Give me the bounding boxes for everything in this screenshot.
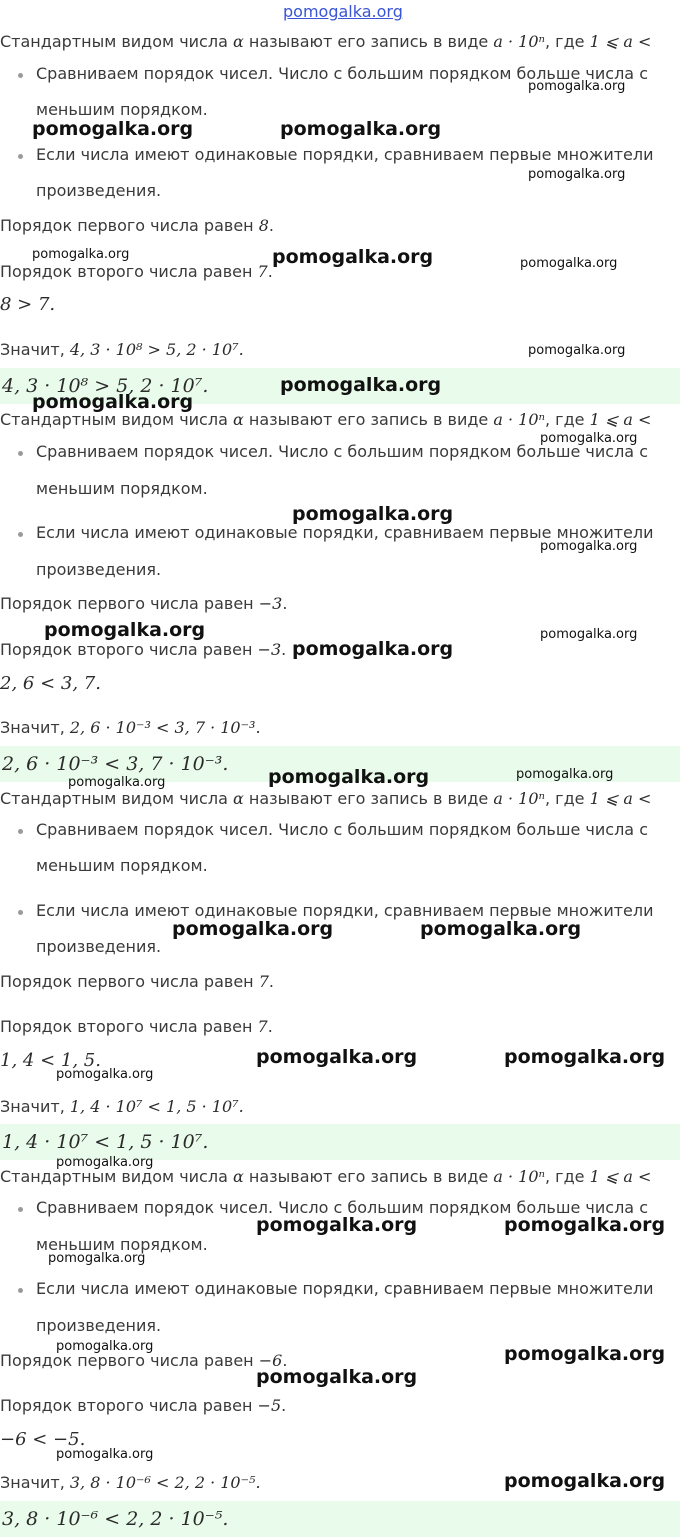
watermark: pomogalka.org	[540, 539, 638, 554]
watermark: pomogalka.org	[32, 247, 130, 262]
bullet-text: произведения.	[36, 181, 162, 200]
watermark: pomogalka.org	[504, 1214, 666, 1236]
bullet-text: меньшим порядком.	[36, 100, 208, 119]
watermark: pomogalka.org	[68, 775, 166, 790]
watermark: pomogalka.org	[292, 638, 454, 660]
bullet-dot	[18, 154, 23, 159]
watermark: pomogalka.org	[32, 391, 194, 413]
order-first: Порядок первого числа равен −3.	[0, 594, 288, 613]
watermark: pomogalka.org	[256, 1366, 418, 1388]
bullet-text: Если числа имеют одинаковые порядки, сравниваем первые множители	[36, 901, 654, 920]
watermark: pomogalka.org	[44, 619, 206, 641]
order-first: Порядок первого числа равен 8.	[0, 216, 274, 235]
answer-text: 2, 6 · 10⁻³ < 3, 7 · 10⁻³.	[2, 753, 229, 775]
watermark: pomogalka.org	[256, 1046, 418, 1068]
order-first: Порядок первого числа равен −6.	[0, 1351, 288, 1370]
conclusion: Значит, 2, 6 · 10⁻³ < 3, 7 · 10⁻³.	[0, 718, 261, 737]
watermark: pomogalka.org	[528, 167, 626, 182]
bullet-text: меньшим порядком.	[36, 856, 208, 875]
bullet-text: Сравниваем порядок чисел. Число с большим порядком больше числа с	[36, 64, 648, 83]
watermark: pomogalka.org	[528, 79, 626, 94]
bullet-text: Если числа имеют одинаковые порядки, сравниваем первые множители	[36, 145, 654, 164]
watermark: pomogalka.org	[516, 767, 614, 782]
answer-text: 4, 3 · 10⁸ > 5, 2 · 10⁷.	[2, 375, 209, 397]
watermark: pomogalka.org	[272, 246, 434, 268]
watermark: pomogalka.org	[540, 431, 638, 446]
watermark: pomogalka.org	[504, 1046, 666, 1068]
watermark: pomogalka.org	[540, 627, 638, 642]
order-first: Порядок первого числа равен 7.	[0, 972, 274, 991]
bullet-text: произведения.	[36, 1316, 162, 1335]
bullet-text: меньшим порядком.	[36, 479, 208, 498]
watermark: pomogalka.org	[256, 1214, 418, 1236]
bullet-text: меньшим порядком.	[36, 1235, 208, 1254]
order-second: Порядок второго числа равен 7.	[0, 262, 273, 281]
watermark: pomogalka.org	[48, 1251, 146, 1266]
bullet-dot	[18, 451, 23, 456]
watermark: pomogalka.org	[268, 766, 430, 788]
watermark: pomogalka.org	[420, 918, 582, 940]
bullet-text: Сравниваем порядок чисел. Число с большим порядком больше числа с	[36, 1198, 648, 1217]
conclusion: Значит, 1, 4 · 10⁷ < 1, 5 · 10⁷.	[0, 1097, 244, 1116]
watermark: pomogalka.org	[504, 1343, 666, 1365]
conclusion: Значит, 3, 8 · 10⁻⁶ < 2, 2 · 10⁻⁵.	[0, 1473, 261, 1492]
watermark: pomogalka.org	[172, 918, 334, 940]
bullet-text: Если числа имеют одинаковые порядки, сравниваем первые множители	[36, 1279, 654, 1298]
definition-line: Стандартным видом числа α называют его запись в виде a · 10ⁿ, где 1 ⩽ a <	[0, 1167, 652, 1186]
order-second: Порядок второго числа равен −5.	[0, 1396, 287, 1415]
bullet-text: Сравниваем порядок чисел. Число с большим порядком больше числа с	[36, 442, 648, 461]
order-second: Порядок второго числа равен −3.	[0, 640, 287, 659]
answer-text: 1, 4 · 10⁷ < 1, 5 · 10⁷.	[2, 1131, 209, 1153]
definition-line: Стандартным видом числа α называют его запись в виде a · 10ⁿ, где 1 ⩽ a <	[0, 789, 652, 808]
bullet-text: произведения.	[36, 937, 162, 956]
bullet-text: Сравниваем порядок чисел. Число с большим порядком больше числа с	[36, 820, 648, 839]
bullet-text: Если числа имеют одинаковые порядки, сравниваем первые множители	[36, 523, 654, 542]
comparison: −6 < −5.	[0, 1429, 86, 1450]
bullet-dot	[18, 73, 23, 78]
comparison: 2, 6 < 3, 7.	[0, 673, 101, 694]
watermark: pomogalka.org	[504, 1470, 666, 1492]
watermark: pomogalka.org	[280, 374, 442, 396]
comparison: 1, 4 < 1, 5.	[0, 1050, 101, 1071]
watermark: pomogalka.org	[56, 1155, 154, 1170]
watermark: pomogalka.org	[520, 256, 618, 271]
bullet-dot	[18, 532, 23, 537]
watermark: pomogalka.org	[56, 1447, 154, 1462]
definition-line: Стандартным видом числа α называют его запись в виде a · 10ⁿ, где 1 ⩽ a <	[0, 410, 652, 429]
watermark: pomogalka.org	[56, 1339, 154, 1354]
watermark: pomogalka.org	[528, 343, 626, 358]
bullet-dot	[18, 1207, 23, 1212]
header-watermark[interactable]: pomogalka.org	[283, 2, 403, 21]
bullet-text: произведения.	[36, 560, 162, 579]
watermark: pomogalka.org	[292, 503, 454, 525]
definition-line: Стандартным видом числа α называют его запись в виде a · 10ⁿ, где 1 ⩽ a <	[0, 32, 652, 51]
bullet-dot	[18, 910, 23, 915]
answer-box	[0, 1501, 680, 1537]
watermark: pomogalka.org	[56, 1067, 154, 1082]
bullet-dot	[18, 1288, 23, 1293]
conclusion: Значит, 4, 3 · 10⁸ > 5, 2 · 10⁷.	[0, 340, 244, 359]
answer-text: 3, 8 · 10⁻⁶ < 2, 2 · 10⁻⁵.	[2, 1508, 229, 1530]
watermark: pomogalka.org	[32, 118, 194, 140]
bullet-dot	[18, 829, 23, 834]
watermark: pomogalka.org	[280, 118, 442, 140]
comparison: 8 > 7.	[0, 294, 56, 315]
order-second: Порядок второго числа равен 7.	[0, 1017, 273, 1036]
